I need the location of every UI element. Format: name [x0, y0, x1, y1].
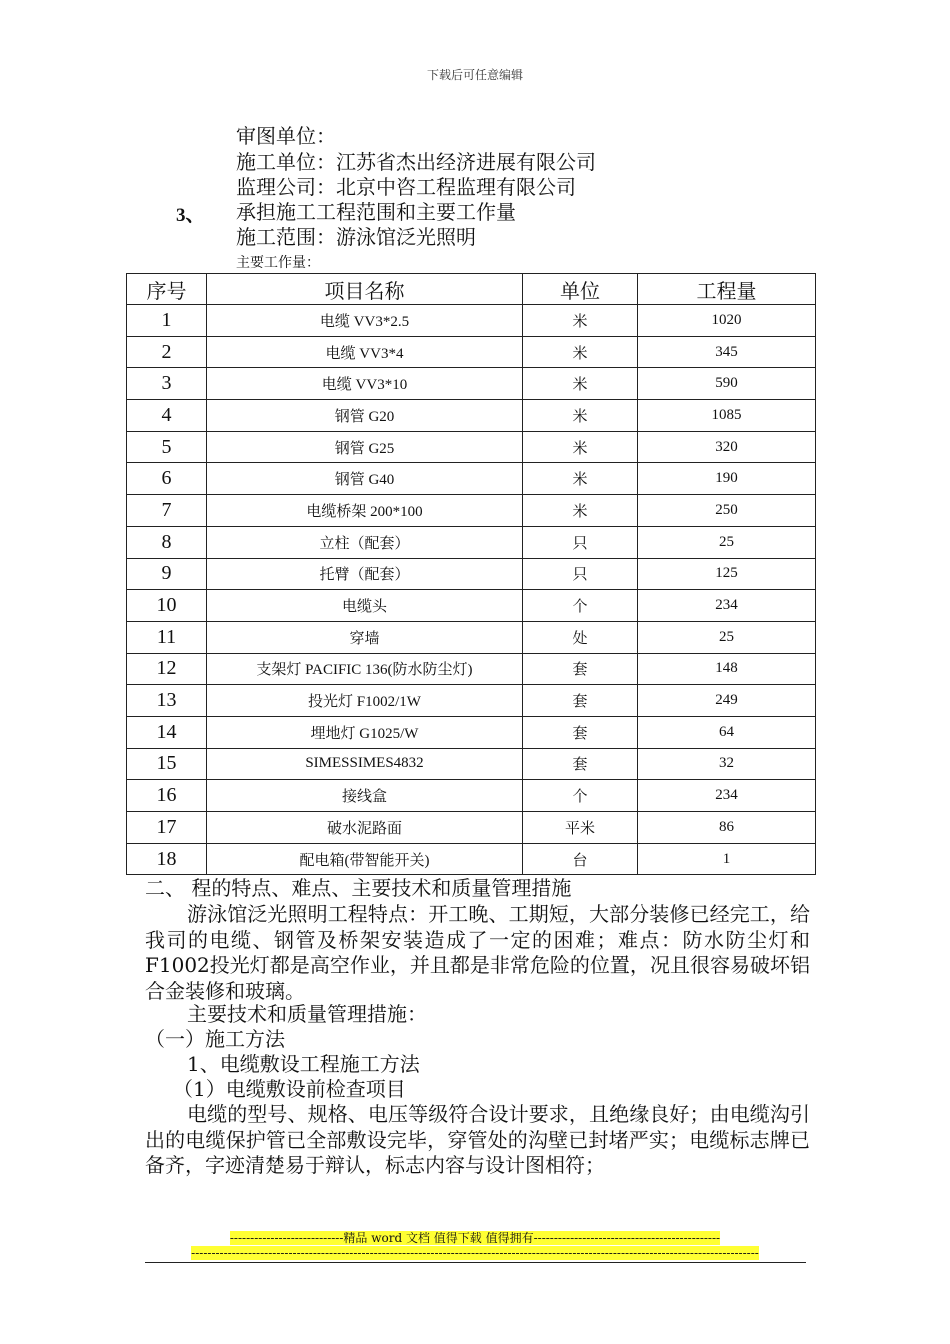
table-header-row — [127, 274, 816, 305]
review-unit-line: 审图单位： — [236, 124, 336, 148]
table-row — [127, 812, 816, 844]
item-name: SIMESSIMES4832 — [207, 748, 523, 780]
item-quantity: 320 — [638, 431, 816, 463]
table-row — [127, 590, 816, 622]
item-name: 立柱（配套） — [207, 526, 523, 558]
item-unit: 米 — [523, 463, 638, 495]
table-row — [127, 621, 816, 653]
item-quantity: 25 — [638, 526, 816, 558]
item-unit: 米 — [523, 368, 638, 400]
row-number: 18 — [127, 843, 207, 875]
item-unit: 套 — [523, 685, 638, 717]
row-number: 1 — [127, 305, 207, 337]
table-row — [127, 305, 816, 337]
workload-label: 主要工作量： — [236, 255, 320, 271]
table-row — [127, 526, 816, 558]
item-name: 破水泥路面 — [207, 812, 523, 844]
heading-cable-method: 1、电缆敷设工程施工方法 — [187, 1052, 420, 1076]
item-quantity: 249 — [638, 685, 816, 717]
item-unit: 处 — [523, 621, 638, 653]
paragraph-measures: 主要技术和质量管理措施： — [187, 1002, 427, 1026]
heading-precheck: （1）电缆敷设前检查项目 — [173, 1077, 406, 1101]
item-name: 电缆桥架 200*100 — [207, 495, 523, 527]
row-number: 10 — [127, 590, 207, 622]
item-name: 接线盒 — [207, 780, 523, 812]
table-row — [127, 495, 816, 527]
row-number: 6 — [127, 463, 207, 495]
header-no: 序号 — [127, 274, 207, 305]
footer-dashes — [0, 1246, 950, 1260]
section-number: 3、 — [176, 205, 205, 226]
item-name: 电缆头 — [207, 590, 523, 622]
item-quantity: 1085 — [638, 400, 816, 432]
scope-line: 施工范围：游泳馆泛光照明 — [236, 225, 476, 249]
item-unit: 台 — [523, 843, 638, 875]
row-number: 7 — [127, 495, 207, 527]
item-unit: 米 — [523, 336, 638, 368]
item-quantity: 32 — [638, 748, 816, 780]
row-number: 16 — [127, 780, 207, 812]
item-name: 钢管 G20 — [207, 400, 523, 432]
table-row — [127, 368, 816, 400]
table-row — [127, 400, 816, 432]
item-name: 投光灯 F1002/1W — [207, 685, 523, 717]
row-number: 12 — [127, 653, 207, 685]
table-row — [127, 780, 816, 812]
item-quantity: 250 — [638, 495, 816, 527]
item-quantity: 125 — [638, 558, 816, 590]
item-name: 钢管 G25 — [207, 431, 523, 463]
item-name: 电缆 VV3*2.5 — [207, 305, 523, 337]
row-number: 13 — [127, 685, 207, 717]
item-unit: 米 — [523, 305, 638, 337]
item-quantity: 86 — [638, 812, 816, 844]
item-unit: 个 — [523, 780, 638, 812]
row-number: 8 — [127, 526, 207, 558]
item-name: 配电箱(带智能开关) — [207, 843, 523, 875]
item-name: 托臂（配套） — [207, 558, 523, 590]
item-unit: 套 — [523, 716, 638, 748]
table-row — [127, 748, 816, 780]
item-name: 电缆 VV3*10 — [207, 368, 523, 400]
item-name: 钢管 G40 — [207, 463, 523, 495]
row-number: 4 — [127, 400, 207, 432]
item-name: 电缆 VV3*4 — [207, 336, 523, 368]
item-quantity: 148 — [638, 653, 816, 685]
item-unit: 米 — [523, 431, 638, 463]
item-quantity: 345 — [638, 336, 816, 368]
item-unit: 只 — [523, 526, 638, 558]
table-row — [127, 463, 816, 495]
row-number: 2 — [127, 336, 207, 368]
item-unit: 米 — [523, 495, 638, 527]
footer-banner — [0, 1231, 950, 1245]
row-number: 9 — [127, 558, 207, 590]
section-heading-2: 二、 程的特点、难点、主要技术和质量管理措施 — [145, 876, 572, 900]
header-quantity: 工程量 — [638, 274, 816, 305]
table-row — [127, 336, 816, 368]
item-quantity: 25 — [638, 621, 816, 653]
item-unit: 套 — [523, 653, 638, 685]
item-name: 支架灯 PACIFIC 136(防水防尘灯) — [207, 653, 523, 685]
row-number: 15 — [127, 748, 207, 780]
item-unit: 个 — [523, 590, 638, 622]
paragraph-precheck: 电缆的型号、规格、电压等级符合设计要求，且绝缘良好；由电缆沟引出的电缆保护管已全部敷设完毕，穿管处的沟壁已封堵严实；电缆标志牌已备齐，字迹清楚易于辩认，标志内容与设计图相符； — [145, 1102, 810, 1178]
construction-unit-line: 施工单位：江苏省杰出经济进展有限公司 — [236, 150, 596, 174]
item-quantity: 234 — [638, 590, 816, 622]
row-number: 14 — [127, 716, 207, 748]
item-name: 埋地灯 G1025/W — [207, 716, 523, 748]
workload-table — [126, 273, 816, 875]
footer-dashes-text: -------------------------------------------------------------------------------------------------------------------------------------------- — [191, 1246, 759, 1260]
table-row — [127, 431, 816, 463]
item-quantity: 1020 — [638, 305, 816, 337]
table-row — [127, 685, 816, 717]
row-number: 5 — [127, 431, 207, 463]
supervision-line: 监理公司：北京中咨工程监理有限公司 — [236, 175, 576, 199]
item-unit: 平米 — [523, 812, 638, 844]
header-note: 下载后可任意编辑 — [426, 68, 523, 82]
item-unit: 只 — [523, 558, 638, 590]
table-body — [127, 305, 816, 875]
item-quantity: 190 — [638, 463, 816, 495]
item-quantity: 234 — [638, 780, 816, 812]
item-unit: 套 — [523, 748, 638, 780]
item-quantity: 1 — [638, 843, 816, 875]
row-number: 17 — [127, 812, 207, 844]
item-quantity: 64 — [638, 716, 816, 748]
table-row — [127, 558, 816, 590]
item-quantity: 590 — [638, 368, 816, 400]
header-item-name: 项目名称 — [207, 274, 523, 305]
section-title: 承担施工工程范围和主要工作量 — [236, 200, 516, 224]
header-unit: 单位 — [523, 274, 638, 305]
row-number: 11 — [127, 621, 207, 653]
item-unit: 米 — [523, 400, 638, 432]
table-row — [127, 843, 816, 875]
heading-method: （一）施工方法 — [145, 1027, 285, 1051]
table-row — [127, 716, 816, 748]
paragraph-features: 游泳馆泛光照明工程特点：开工晚、工期短，大部分装修已经完工，给我司的电缆、钢管及桥架安装造成了一定的困难；难点：防水防尘灯和F1002投光灯都是高空作业，并且都是非常危险的位置，况且很容易破坏铝合金装修和玻璃。 — [145, 902, 810, 1003]
footer-rule — [145, 1262, 806, 1263]
footer-banner-text: ----------------------------精品 word 文档 值得下载 值得拥有---------------------------------------------- — [229, 1231, 721, 1245]
table-row — [127, 653, 816, 685]
row-number: 3 — [127, 368, 207, 400]
item-name: 穿墙 — [207, 621, 523, 653]
